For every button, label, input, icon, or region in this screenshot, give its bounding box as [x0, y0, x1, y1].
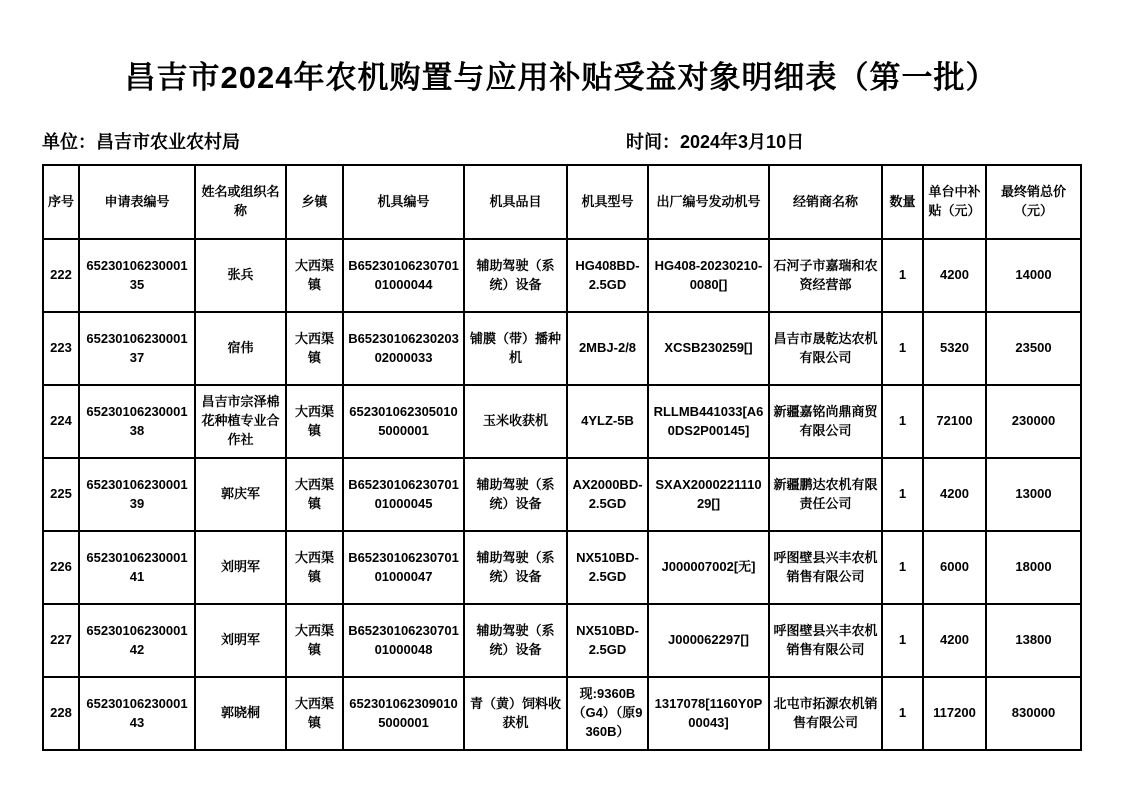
table-cell-text: 226 — [50, 559, 72, 575]
table-cell-text: 青（黄）饲料收获机 — [469, 695, 561, 730]
table-cell — [923, 312, 986, 385]
table-cell — [343, 531, 464, 604]
table-cell-text: B6523010623020302000033 — [348, 330, 459, 365]
table-cell-text: 石河子市嘉瑞和农资经营部 — [773, 257, 878, 292]
table-cell — [769, 385, 882, 458]
table-cell-text: B6523010623070101000048 — [348, 622, 459, 657]
table-cell — [43, 604, 79, 677]
table-cell-text: B6523010623070101000045 — [348, 476, 459, 511]
table-cell-text: 224 — [50, 413, 72, 429]
table-cell — [464, 458, 567, 531]
table-cell — [882, 458, 923, 531]
table-cell — [286, 677, 343, 750]
table-cell — [343, 239, 464, 312]
table-cell — [567, 312, 648, 385]
table-cell-text: 13800 — [1015, 632, 1052, 648]
table-cell-text: 6523010623000141 — [86, 549, 188, 584]
table-cell-text: 6523010623000138 — [86, 403, 188, 438]
table-cell-text: 830000 — [1011, 705, 1056, 721]
table-cell-text: HG408-20230210-0080[] — [654, 257, 763, 292]
table-cell-text: 新疆嘉铭尚鼎商贸有限公司 — [773, 403, 878, 438]
table-cell — [464, 677, 567, 750]
table-cell-text: 5320 — [940, 340, 969, 356]
table-cell-text: 辅助驾驶（系统）设备 — [476, 257, 555, 292]
table-cell — [43, 458, 79, 531]
table-cell-text: 昌吉市宗泽棉花种植专业合作社 — [201, 394, 280, 447]
table-cell — [648, 312, 769, 385]
table-cell-text: 辅助驾驶（系统）设备 — [476, 549, 555, 584]
table-cell — [343, 677, 464, 750]
table-cell — [882, 239, 923, 312]
table-cell-text: SXAX200022111029[] — [655, 476, 762, 511]
table-cell — [923, 458, 986, 531]
table-cell — [567, 604, 648, 677]
table-cell-text: 6523010623000137 — [86, 330, 188, 365]
table-cell-text: 6523010623000143 — [86, 695, 188, 730]
table-cell-text: 郭庆军 — [220, 486, 260, 502]
table-cell — [986, 604, 1081, 677]
table-cell-text: 1 — [898, 632, 907, 648]
table-cell-text: 新疆鹏达农机有限责任公司 — [773, 476, 878, 511]
table-cell-text: 6523010623050105000001 — [349, 403, 458, 438]
table-cell — [464, 312, 567, 385]
col-header-dealer: 经销商名称 — [769, 165, 882, 239]
table-cell — [882, 604, 923, 677]
table-cell-text: 227 — [50, 632, 72, 648]
table-cell — [79, 677, 195, 750]
table-cell-text: 昌吉市晟乾达农机有限公司 — [773, 330, 878, 365]
table-cell-text: J000007002[无] — [661, 559, 756, 575]
table-cell — [79, 458, 195, 531]
table-cell-text: 13000 — [1015, 486, 1052, 502]
table-cell-text: 现:9360B（G4）（原9360B） — [572, 686, 643, 739]
table-cell — [567, 385, 648, 458]
table-cell — [769, 239, 882, 312]
table-cell — [882, 677, 923, 750]
table-cell-text: B6523010623070101000044 — [348, 257, 459, 292]
table-cell — [464, 239, 567, 312]
table-cell-text: 6523010623090105000001 — [349, 695, 458, 730]
table-cell — [286, 312, 343, 385]
col-header-application-no: 申请表编号 — [79, 165, 195, 239]
table-cell — [195, 531, 286, 604]
table-cell-text: 14000 — [1015, 267, 1052, 283]
table-cell-text: 23500 — [1015, 340, 1052, 356]
table-cell — [79, 385, 195, 458]
table-cell-text: 117200 — [933, 705, 976, 721]
table-cell — [769, 604, 882, 677]
table-cell — [195, 604, 286, 677]
table-cell — [43, 677, 79, 750]
table-cell-text: XCSB230259[] — [664, 340, 753, 356]
table-cell — [286, 531, 343, 604]
table-cell — [43, 239, 79, 312]
table-cell — [923, 677, 986, 750]
table-cell-text: 4200 — [940, 632, 969, 648]
table-cell — [343, 385, 464, 458]
table-cell — [882, 531, 923, 604]
table-row — [43, 312, 1081, 385]
table-cell-text: 6523010623000139 — [86, 476, 188, 511]
table-cell — [986, 312, 1081, 385]
col-header-machine-model: 机具型号 — [567, 165, 648, 239]
table-cell — [923, 531, 986, 604]
table-row — [43, 677, 1081, 750]
unit-label: 单位：昌吉市农业农村局 — [42, 132, 240, 152]
table-cell — [769, 312, 882, 385]
table-cell-text: NX510BD-2.5GD — [576, 622, 639, 657]
table-cell-text: 222 — [50, 267, 72, 283]
table-cell — [986, 677, 1081, 750]
meta-row — [42, 128, 1080, 154]
subsidy-table — [42, 164, 1082, 751]
table-cell — [343, 312, 464, 385]
col-header-machine-no: 机具编号 — [343, 165, 464, 239]
table-cell — [79, 604, 195, 677]
table-cell — [882, 385, 923, 458]
table-cell — [195, 239, 286, 312]
table-cell-text: 4YLZ-5B — [581, 413, 634, 429]
table-cell-text: 刘明军 — [220, 559, 260, 575]
table-cell-text: 225 — [50, 486, 72, 502]
col-header-name: 姓名或组织名称 — [195, 165, 286, 239]
table-cell — [79, 312, 195, 385]
table-cell — [986, 239, 1081, 312]
table-cell — [195, 677, 286, 750]
table-cell-text: 郭晓桐 — [220, 705, 260, 721]
table-cell — [769, 531, 882, 604]
table-cell-text: 大西渠镇 — [294, 403, 334, 438]
table-cell-text: NX510BD-2.5GD — [576, 549, 639, 584]
table-row — [43, 531, 1081, 604]
table-cell-text: 大西渠镇 — [294, 549, 334, 584]
table-cell — [195, 312, 286, 385]
table-cell-text: RLLMB441033[A60DS2P00145] — [653, 403, 764, 438]
table-cell — [567, 239, 648, 312]
table-cell — [286, 604, 343, 677]
table-cell-text: 1 — [898, 413, 907, 429]
table-cell-text: 呼图壁县兴丰农机销售有限公司 — [773, 549, 878, 584]
table-cell-text: 大西渠镇 — [294, 476, 334, 511]
table-cell-text: 辅助驾驶（系统）设备 — [476, 622, 555, 657]
table-cell — [43, 531, 79, 604]
table-cell-text: 2MBJ-2/8 — [578, 340, 637, 356]
table-cell — [986, 531, 1081, 604]
table-cell-text: 223 — [50, 340, 72, 356]
col-header-factory-engine-no: 出厂编号发动机号 — [648, 165, 769, 239]
table-cell — [567, 458, 648, 531]
table-cell-text: 大西渠镇 — [294, 330, 334, 365]
table-cell-text: 铺膜（带）播种机 — [469, 330, 561, 365]
col-header-final-total-price: 最终销总价（元） — [986, 165, 1081, 239]
table-cell-text: 1317078[1160Y0P00043] — [654, 695, 763, 730]
table-cell — [286, 385, 343, 458]
table-cell-text: 72100 — [936, 413, 973, 429]
table-cell-text: J000062297[] — [668, 632, 749, 648]
table-cell — [986, 385, 1081, 458]
table-cell-text: 1 — [898, 705, 907, 721]
table-cell-text: 18000 — [1015, 559, 1052, 575]
table-cell-text: B6523010623070101000047 — [348, 549, 459, 584]
table-cell-text: 6523010623000135 — [86, 257, 188, 292]
table-cell-text: 1 — [898, 559, 907, 575]
table-cell-text: 刘明军 — [220, 632, 260, 648]
col-header-township: 乡镇 — [286, 165, 343, 239]
table-cell — [923, 604, 986, 677]
table-row — [43, 604, 1081, 677]
table-cell-text: 北屯市拓源农机销售有限公司 — [773, 695, 878, 730]
table-cell-text: 230000 — [1011, 413, 1056, 429]
table-cell — [343, 604, 464, 677]
table-cell-text: 呼图壁县兴丰农机销售有限公司 — [773, 622, 878, 657]
table-row — [43, 239, 1081, 312]
table-cell-text: 大西渠镇 — [294, 257, 334, 292]
table-cell-text: 大西渠镇 — [294, 622, 334, 657]
table-row — [43, 458, 1081, 531]
table-cell — [882, 312, 923, 385]
col-header-serial: 序号 — [43, 165, 79, 239]
table-cell — [195, 458, 286, 531]
table-cell — [648, 239, 769, 312]
table-cell — [648, 385, 769, 458]
table-cell-text: 张兵 — [227, 267, 254, 283]
table-cell — [343, 458, 464, 531]
table-cell — [464, 531, 567, 604]
table-cell-text: 228 — [50, 705, 72, 721]
table-cell-text: 玉米收获机 — [482, 413, 548, 429]
table-cell-text: 4200 — [940, 267, 969, 283]
table-cell — [923, 385, 986, 458]
table-cell-text: 1 — [898, 340, 907, 356]
table-cell — [923, 239, 986, 312]
table-cell-text: 1 — [898, 267, 907, 283]
table-cell — [648, 677, 769, 750]
table-cell — [769, 458, 882, 531]
table-cell — [986, 458, 1081, 531]
table-cell — [567, 531, 648, 604]
page-title: 昌吉市2024年农机购置与应用补贴受益对象明细表（第一批） — [124, 60, 998, 95]
table-cell — [648, 531, 769, 604]
table-cell-text: 大西渠镇 — [294, 695, 334, 730]
table-cell-text: 6523010623000142 — [86, 622, 188, 657]
table-cell — [43, 312, 79, 385]
date-label: 时间：2024年3月10日 — [626, 132, 805, 152]
table-cell — [79, 239, 195, 312]
table-cell — [567, 677, 648, 750]
table-body — [43, 239, 1081, 750]
table-cell — [79, 531, 195, 604]
table-cell — [464, 604, 567, 677]
table-cell-text: HG408BD-2.5GD — [575, 257, 640, 292]
table-cell-text: 1 — [898, 486, 907, 502]
table-cell-text: 宿伟 — [227, 340, 254, 356]
col-header-subsidy-per-unit: 单台中补贴（元） — [923, 165, 986, 239]
table-cell-text: 辅助驾驶（系统）设备 — [476, 476, 555, 511]
table-cell — [286, 458, 343, 531]
table-cell-text: 6000 — [940, 559, 969, 575]
table-cell — [648, 604, 769, 677]
table-cell — [43, 385, 79, 458]
table-cell-text: 4200 — [940, 486, 969, 502]
table-cell — [464, 385, 567, 458]
col-header-machine-category: 机具品目 — [464, 165, 567, 239]
table-cell — [648, 458, 769, 531]
table-cell-text: AX2000BD-2.5GD — [572, 476, 643, 511]
table-cell — [195, 385, 286, 458]
table-cell — [769, 677, 882, 750]
table-header-row — [43, 165, 1081, 239]
col-header-quantity: 数量 — [882, 165, 923, 239]
table-cell — [286, 239, 343, 312]
table-row — [43, 385, 1081, 458]
